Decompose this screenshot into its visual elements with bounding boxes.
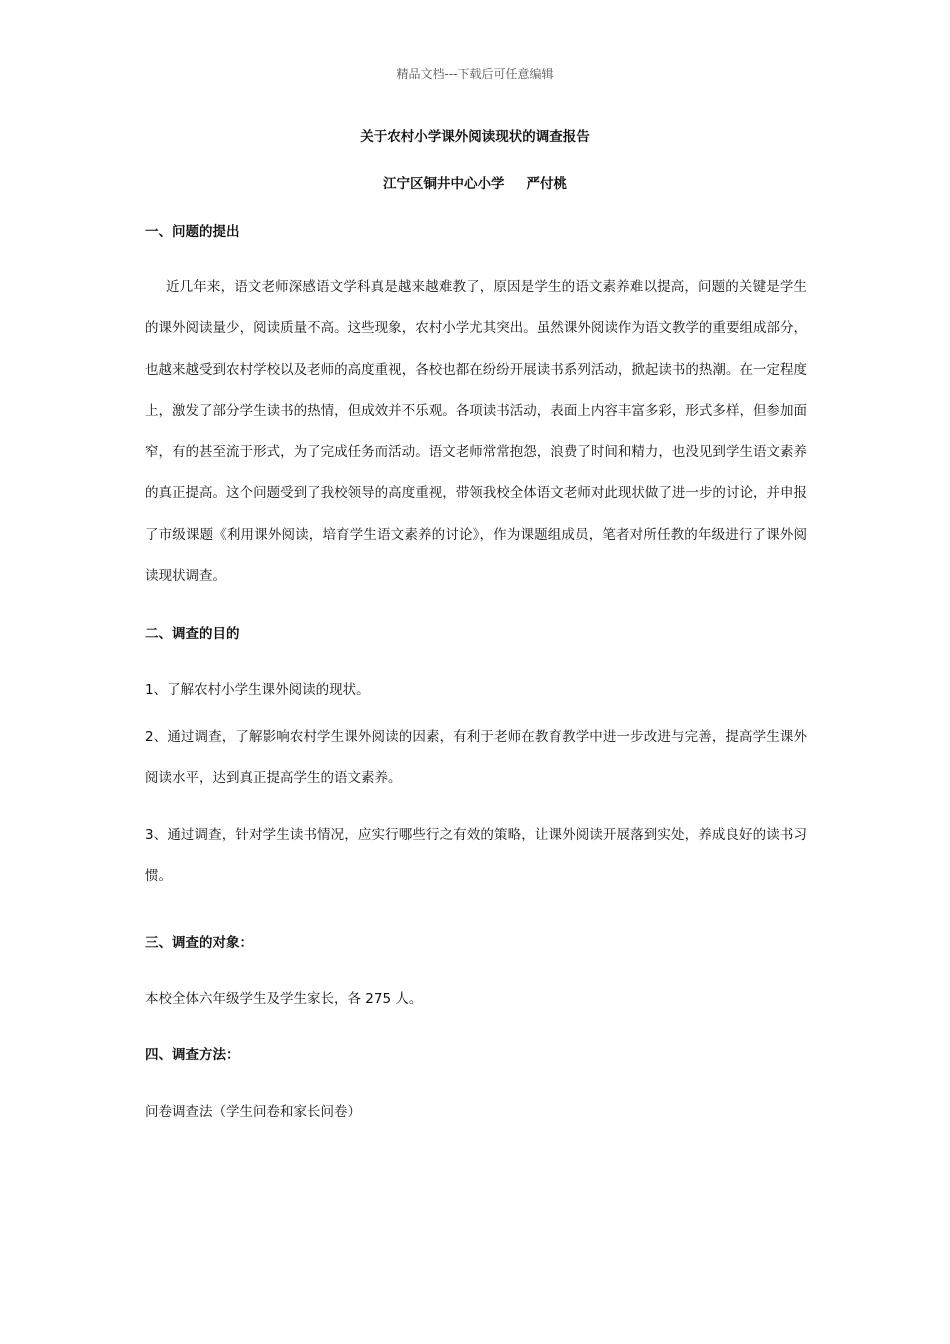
survey-subjects: 本校全体六年级学生及学生家长，各 275 人。 <box>145 991 423 1007</box>
survey-method: 问卷调查法（学生问卷和家长问卷） <box>145 1104 361 1120</box>
school-name: 江宁区铜井中心小学 <box>383 176 505 192</box>
section-3-heading: 三、调查的对象： <box>145 935 253 951</box>
document-title: 关于农村小学课外阅读现状的调查报告 <box>360 129 590 145</box>
section-1-heading: 一、问题的提出 <box>145 224 240 240</box>
author-name: 严付桃 <box>526 176 567 192</box>
section-4-heading: 四、调查方法： <box>145 1047 240 1063</box>
page-header: 精品文档---下载后可任意编辑 <box>396 67 554 81</box>
section-1-paragraph: 近几年来，语文老师深感语文学科真是越来越难教了，原因是学生的语文素养难以提高，问题的关键是学生的课外阅读量少，阅读质量不高。这些现象，农村小学尤其突出。虽然课外阅读作为语文教学的重要组成部分，也越来越受到农村学校以及老师的高度重视，各校也都在纷纷开展读书系列活动，掀起读书的热潮。在一定程度上，激发了部分学生读书的热情，但成效并不乐观。各项读书活动，表面上内容丰富多彩，形式多样，但参加面窄，有的甚至流于形式，为了完成任务而活动。语文老师常常抱怨，浪费了时间和精力，也没见到学生语文素养的真正提高。这个问题受到了我校领导的高度重视，带领我校全体语文老师对此现状做了进一步的讨论，并申报了市级课题《利用课外阅读，培育学生语文素养的讨论》，作为课题组成员，笔者对所任教的年级进行了课外阅读现状调查。 <box>145 279 807 585</box>
purpose-item-1: 1、了解农村小学生课外阅读的现状。 <box>145 682 370 698</box>
byline <box>0 175 950 193</box>
purpose-item-2: 2、通过调查，了解影响农村学生课外阅读的因素，有利于老师在教育教学中进一步改进与完善，提高学生课外阅读水平，达到真正提高学生的语文素养。 <box>145 729 807 787</box>
purpose-item-3: 3、通过调查，针对学生读书情况，应实行哪些行之有效的策略，让课外阅读开展落到实处，养成良好的读书习惯。 <box>145 827 807 885</box>
section-2-heading: 二、调查的目的 <box>145 626 240 642</box>
